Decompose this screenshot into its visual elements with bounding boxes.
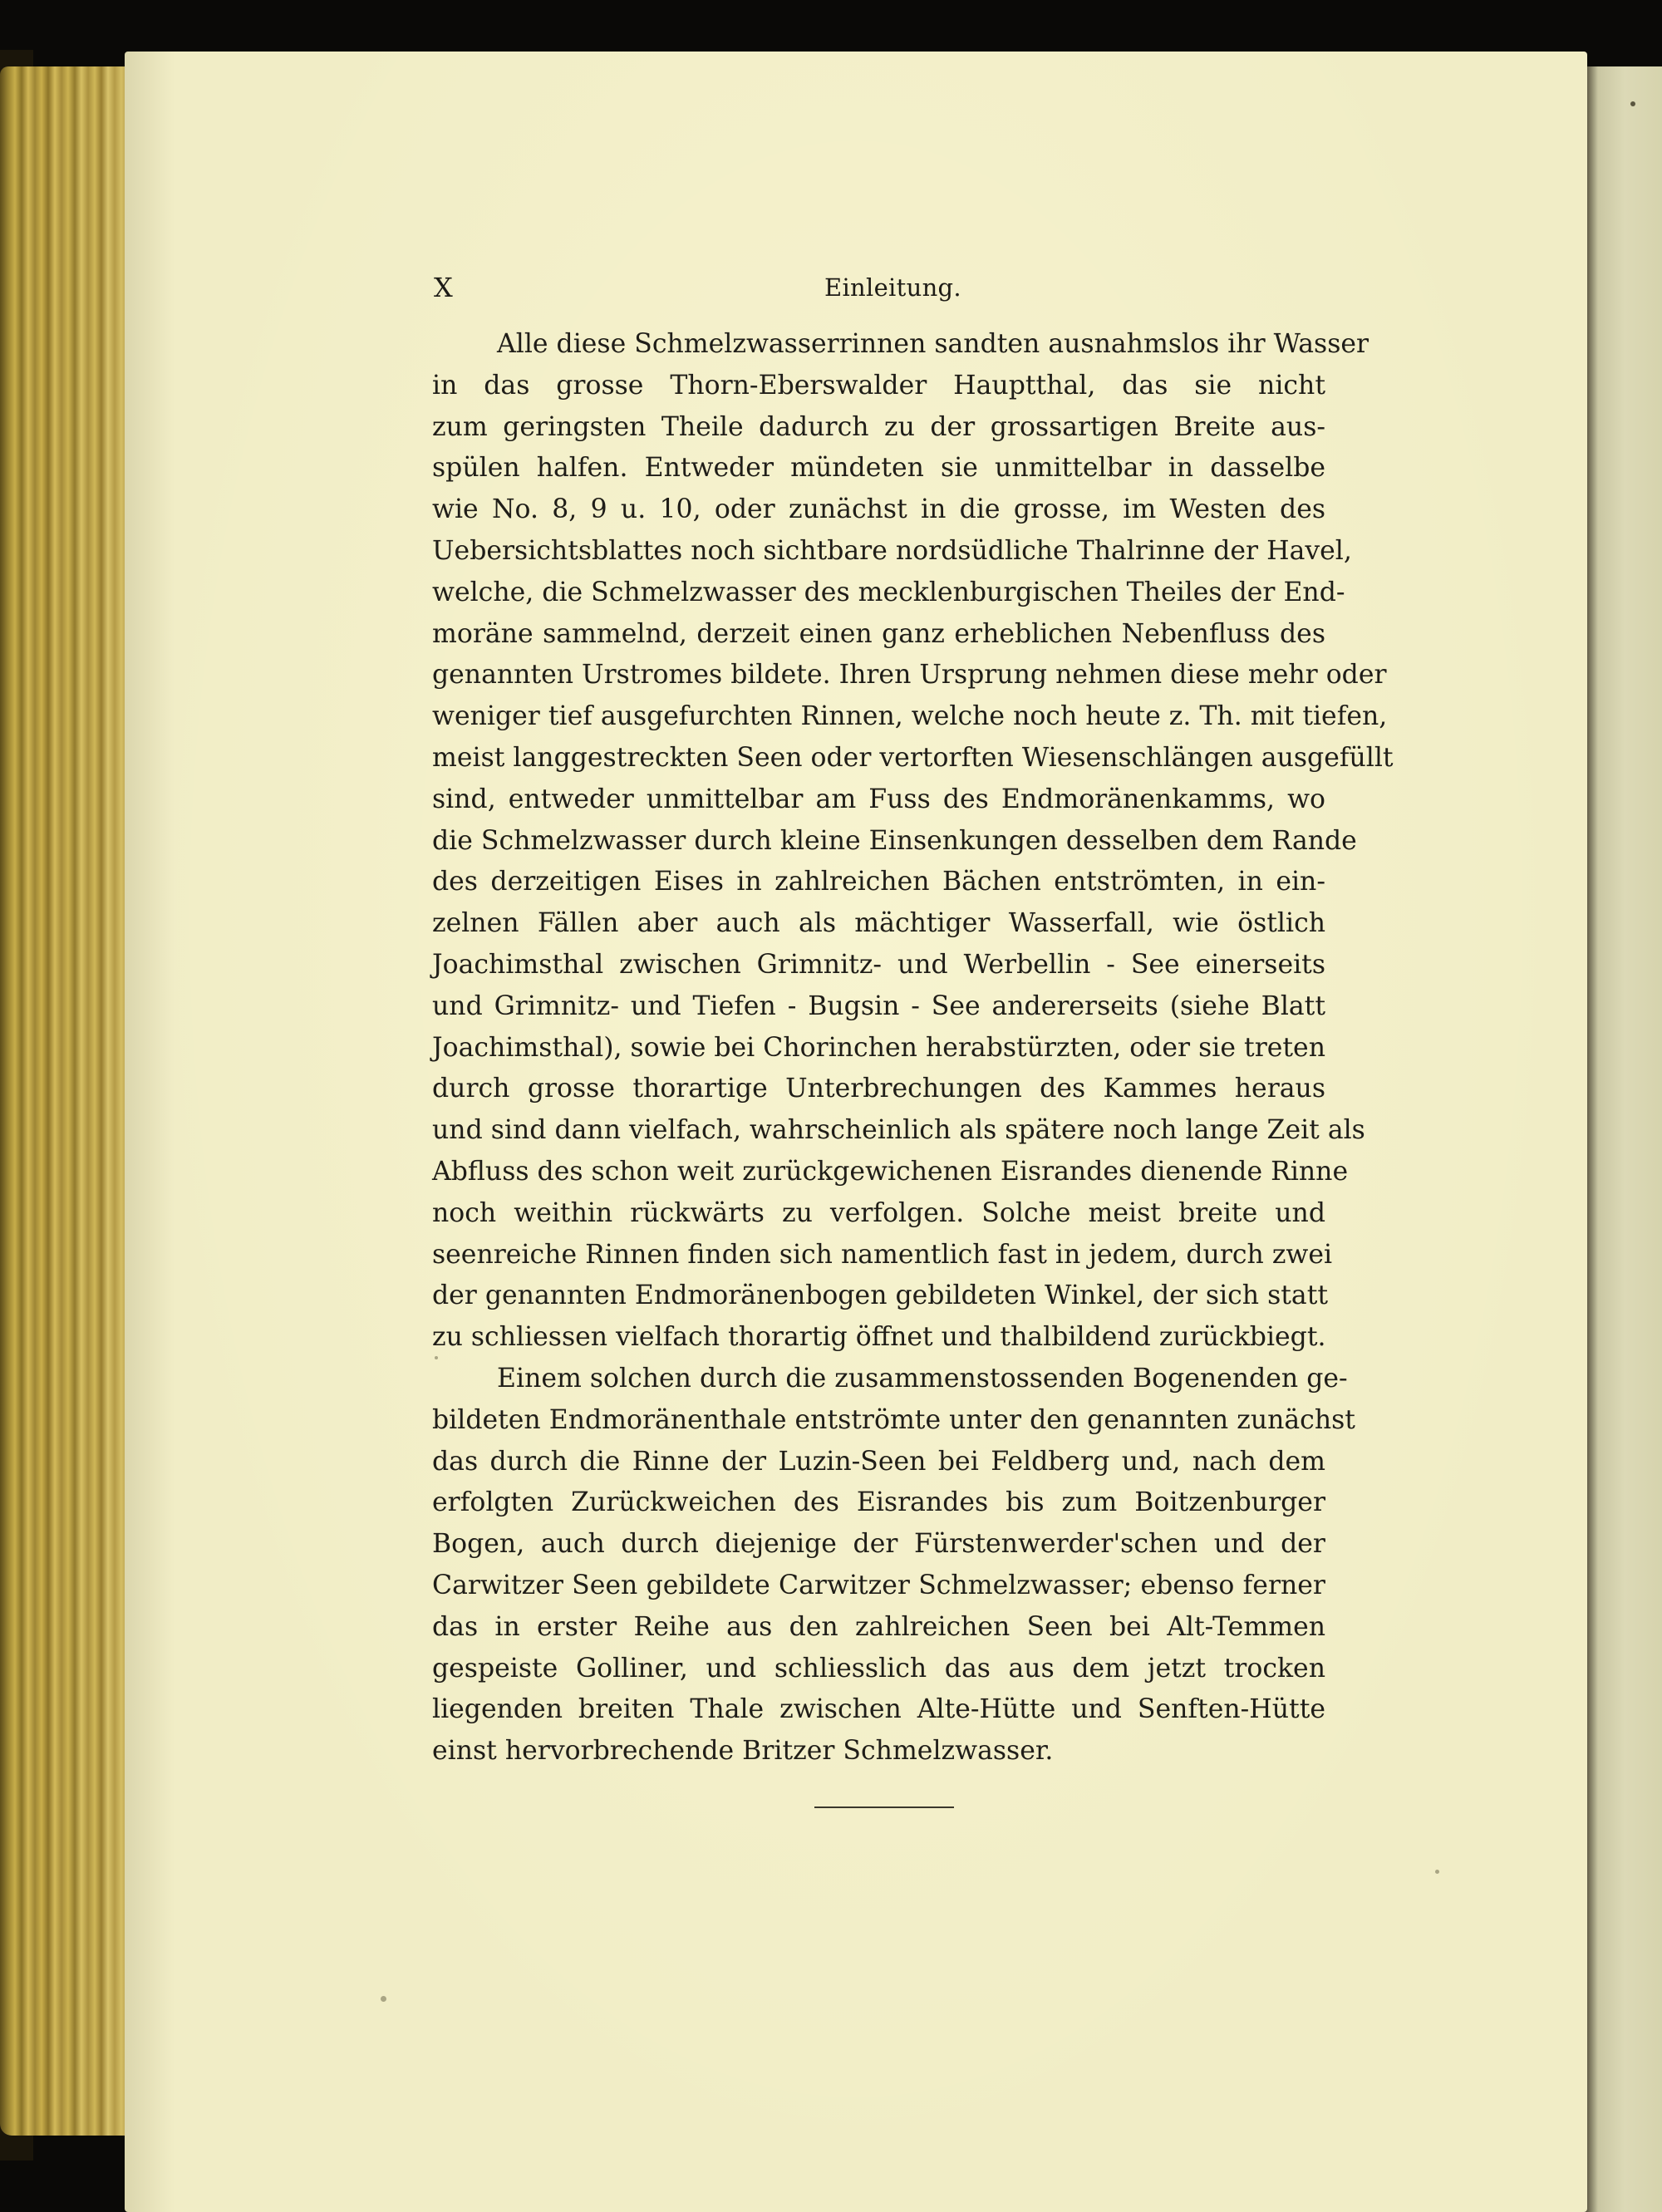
text-line: zu schliessen vielfach thorartig öffnet und thalbildend zurückbiegt. [432, 1322, 1326, 1353]
text-line: Joachimsthal), sowie bei Chorinchen herabstürzten, oder sie treten [432, 1032, 1325, 1063]
text-line: gespeiste Golliner, und schliesslich das aus dem jetzt trocken [432, 1653, 1325, 1684]
text-line: welche, die Schmelzwasser des mecklenburgischen Theiles der End- [432, 577, 1345, 607]
text-line: und sind dann vielfach, wahrscheinlich als spätere noch lange Zeit als [432, 1115, 1365, 1146]
text-line: Carwitzer Seen gebildete Carwitzer Schmelzwasser; ebenso ferner [432, 1570, 1325, 1600]
text-line: bildeten Endmoränenthale entströmte unter den genannten zunächst [432, 1404, 1355, 1435]
text-line: wie No. 8, 9 u. 10, oder zunächst in die grosse, im Westen des [432, 494, 1325, 525]
text-line: genannten Urstromes bildete. Ihren Ursprung nehmen diese mehr oder [432, 660, 1387, 691]
text-line: seenreiche Rinnen finden sich namentlich fast in jedem, durch zwei [432, 1239, 1333, 1270]
text-line: liegenden breiten Thale zwischen Alte-Hütte und Senften-Hütte [432, 1694, 1325, 1725]
text-line: zum geringsten Theile dadurch zu der grossartigen Breite aus- [432, 411, 1325, 442]
text-line: sind, entweder unmittelbar am Fuss des Endmoränenkamms, wo [432, 784, 1325, 814]
text-line: und Grimnitz- und Tiefen - Bugsin - See andererseits (siehe Blatt [432, 990, 1325, 1021]
page-header [434, 271, 1323, 307]
text-line: Einem solchen durch die zusammenstossenden Bogenenden ge- [497, 1363, 1348, 1394]
paper-speck [381, 1996, 386, 2002]
text-line: zelnen Fällen aber auch als mächtiger Wasserfall, wie östlich [432, 908, 1325, 939]
text-line: Bogen, auch durch diejenige der Fürstenwerder'schen und der [432, 1529, 1325, 1560]
text-line: Joachimsthal zwischen Grimnitz- und Werbellin - See einerseits [432, 949, 1325, 980]
text-line: Abfluss des schon weit zurückgewichenen Eisrandes dienende Rinne [432, 1156, 1349, 1187]
page-number: X [434, 272, 453, 303]
text-line: spülen halfen. Entweder mündeten sie unmittelbar in dasselbe [432, 453, 1325, 484]
text-line: das durch die Rinne der Luzin-Seen bei Feldberg und, nach dem [432, 1446, 1325, 1477]
paper-speck [435, 1356, 438, 1359]
text-line: die Schmelzwasser durch kleine Einsenkungen desselben dem Rande [432, 825, 1357, 856]
closing-rule [814, 1806, 954, 1808]
text-line: einst hervorbrechende Britzer Schmelzwasser. [432, 1736, 1054, 1767]
next-page-edge [1583, 66, 1662, 2212]
text-line: in das grosse Thorn-Eberswalder Hauptthal, das sie nicht [432, 370, 1325, 401]
text-line: erfolgten Zurückweichen des Eisrandes bis zum Boitzenburger [432, 1487, 1325, 1518]
text-line: das in erster Reihe aus den zahlreichen Seen bei Alt-Temmen [432, 1611, 1325, 1642]
text-line: Alle diese Schmelzwasserrinnen sandten ausnahmslos ihr Wasser [497, 329, 1369, 359]
text-line: meist langgestreckten Seen oder vertorften Wiesenschlängen ausgefüllt [432, 742, 1394, 773]
text-line: weniger tief ausgefurchten Rinnen, welche noch heute z. Th. mit tiefen, [432, 701, 1388, 732]
page-edges [0, 66, 145, 2136]
paper-speck [1435, 1870, 1439, 1874]
text-line: moräne sammelnd, derzeit einen ganz erheblichen Nebenfluss des [432, 618, 1325, 649]
text-line: der genannten Endmoränenbogen gebildeten Winkel, der sich statt [432, 1281, 1329, 1311]
paragraph-2 [432, 1359, 1355, 1772]
running-head: Einleitung. [824, 273, 961, 302]
text-line: durch grosse thorartige Unterbrechungen des Kammes heraus [432, 1074, 1325, 1104]
text-line: des derzeitigen Eises in zahlreichen Bächen entströmten, in ein- [432, 867, 1325, 897]
text-line: noch weithin rückwärts zu verfolgen. Solche meist breite und [432, 1197, 1325, 1228]
text-line: Uebersichtsblattes noch sichtbare nordsüdliche Thalrinne der Havel, [432, 535, 1352, 566]
paper-speck [1630, 101, 1635, 106]
paragraph-1 [432, 324, 1394, 1359]
body-text [432, 324, 1394, 1772]
